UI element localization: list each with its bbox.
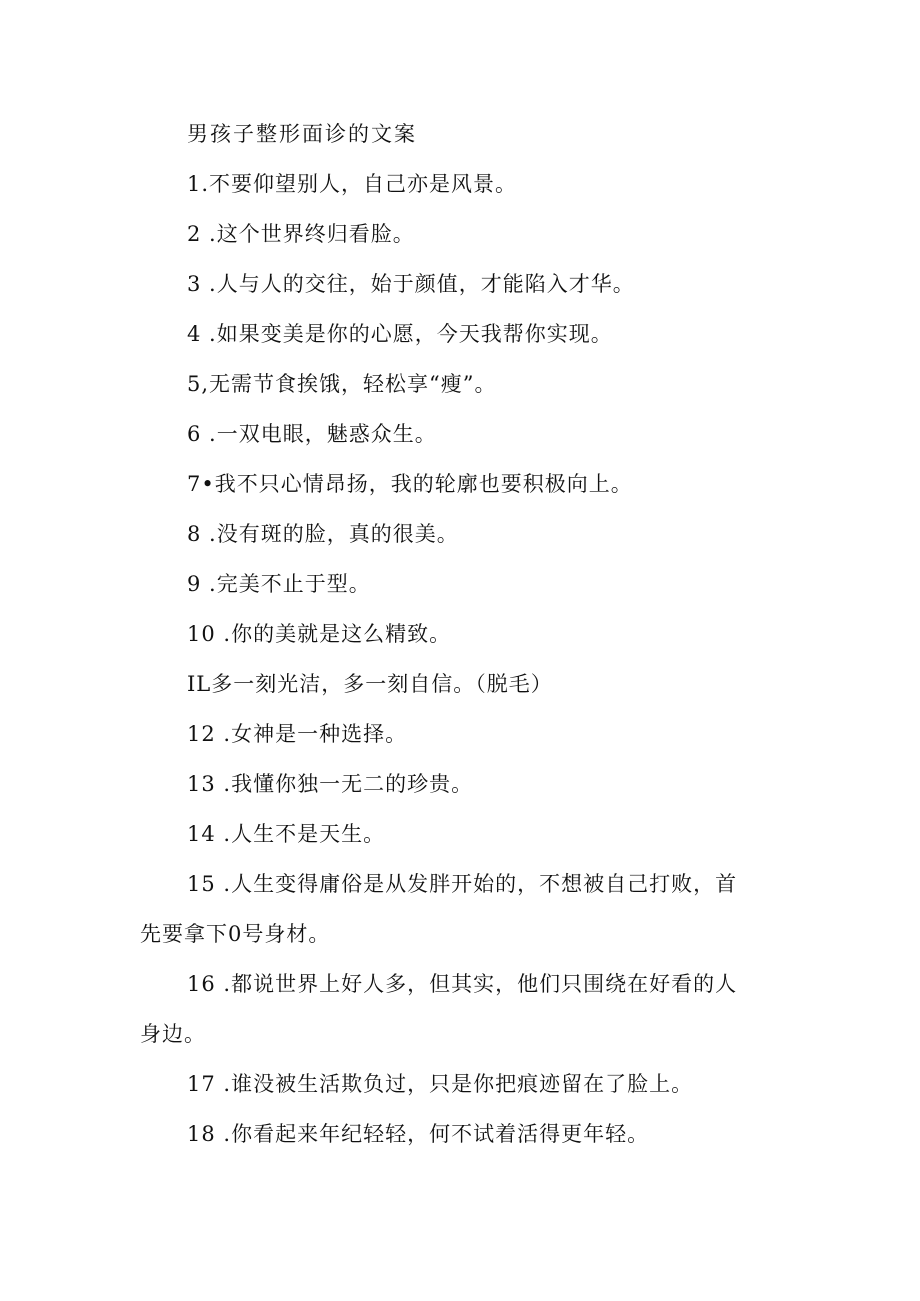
copy-line-11: IL多一刻光洁，多一刻自信。（脱毛） xyxy=(187,672,553,696)
copy-line-2: 2 .这个世界终归看脸。 xyxy=(187,222,415,246)
copy-line-13: 13 .我懂你独一无二的珍贵。 xyxy=(187,772,474,796)
copy-line-7: 7•我不只心情昂扬，我的轮廓也要积极向上。 xyxy=(187,472,633,496)
copy-line-14: 14 .人生不是天生。 xyxy=(187,822,386,846)
copy-line-1: 1.不要仰望别人，自己亦是风景。 xyxy=(187,172,518,196)
copy-line-4: 4 .如果变美是你的心愿，今天我帮你实现。 xyxy=(187,322,613,346)
document-title: 男孩子整形面诊的文案 xyxy=(187,122,417,146)
copy-line-17: 17 .谁没被生活欺负过，只是你把痕迹留在了脸上。 xyxy=(187,1072,694,1096)
copy-line-16: 16 .都说世界上好人多，但其实，他们只围绕在好看的人 xyxy=(187,972,738,996)
copy-line-10: 10 .你的美就是这么精致。 xyxy=(187,622,452,646)
copy-line-6: 6 .一双电眼，魅惑众生。 xyxy=(187,422,437,446)
copy-line-5: 5,无需节食挨饿，轻松享“瘦”。 xyxy=(187,372,497,396)
copy-line-15: 15 .人生变得庸俗是从发胖开始的，不想被自己打败，首 xyxy=(187,872,738,896)
copy-line-18: 18 .你看起来年纪轻轻，何不试着活得更年轻。 xyxy=(187,1122,650,1146)
copy-line-15-continued: 先要拿下0号身材。 xyxy=(140,922,331,946)
copy-line-12: 12 .女神是一种选择。 xyxy=(187,722,408,746)
copy-line-8: 8 .没有斑的脸，真的很美。 xyxy=(187,522,459,546)
copy-line-3: 3 .人与人的交往，始于颜值，才能陷入才华。 xyxy=(187,272,635,296)
copy-line-9: 9 .完美不止于型。 xyxy=(187,572,371,596)
copy-line-16-continued: 身边。 xyxy=(140,1022,206,1046)
